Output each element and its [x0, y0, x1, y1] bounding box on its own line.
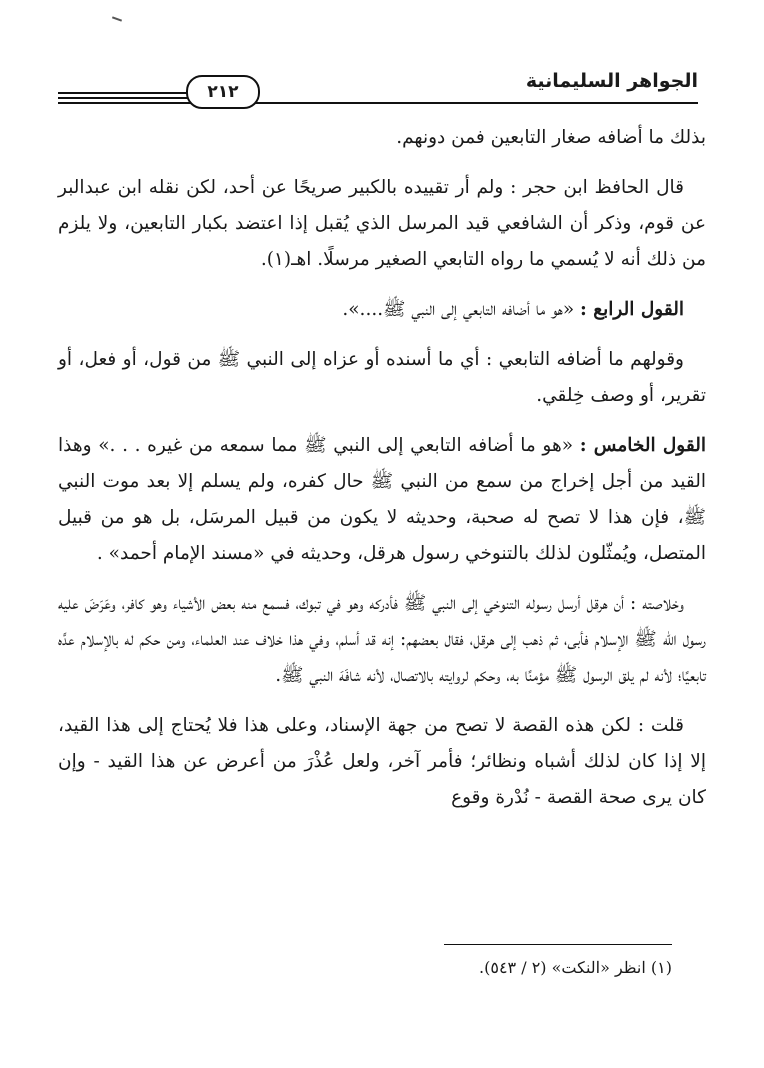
- main-text: [58, 120, 706, 830]
- paragraph-label: القول الرابع :: [580, 299, 684, 320]
- paragraph-7: قلت : لكن هذه القصة لا تصح من جهة الإسناد، وعلى هذا فلا يُحتاج إلى هذا القيد، إلا إذا كان لذلك أشباه ونظائر؛ فأمر آخر، ولعل عُذْرَ من أعرض عن هذا القيد - وإن كان يرى صحة القصة - نُدْرة وقوع: [58, 715, 706, 808]
- paragraph-label: القول الخامس :: [579, 435, 706, 456]
- header-rule-double-top: [58, 92, 188, 94]
- footnote-separator: [444, 944, 672, 945]
- header-rule: [58, 102, 698, 104]
- paragraph-6: وخلاصته : أن هرقل أرسل رسوله التنوخي إلى النبي ﷺ فأدركه وهو في تبوك، فسمع منه بعض الأشياء وهو كافر، وعَرَضَ عليه رسول الله ﷺ الإسلام فأبى، ثم ذهب إلى هرقل، فقال بعضهم: إنه قد أسلم، وفي هذا خلاف عند العلماء، ومن حكم له بالإسلام عدَّه تابعيًا؛ لأنه لم يلق الرسول ﷺ مؤمنًا به، وحكم لروايته بالاتصال، لأنه شافَهَ النبي ﷺ.: [58, 593, 706, 686]
- paragraph-1: بذلك ما أضافه صغار التابعين فمن دونهم.: [396, 127, 706, 148]
- header-rule-double-bottom: [58, 97, 188, 99]
- paragraph-text: «هو ما أضافه التابعي إلى النبي ﷺ....».: [342, 299, 581, 320]
- page-number: ٢١٢: [186, 75, 260, 109]
- paragraph-4: وقولهم ما أضافه التابعي : أي ما أسنده أو عزاه إلى النبي ﷺ من قول، أو فعل، أو تقرير، أو وصف خِلقي.: [58, 349, 706, 406]
- paragraph-text: «هو ما أضافه التابعي إلى النبي ﷺ مما سمعه من غيره . . .» وهذا القيد من أجل إخراج من سمع من النبي ﷺ حال كفره، ولم يسلم إلا بعد موت النبي ﷺ، فإن هذا لا تصح له صحبة، وحديثه لا يكون من قبيل المرسَل، بل هو من قبيل المتصل، ويُمثّلون لذلك بالتنوخي رسول هرقل، وحديثه في «مسند الإمام أحمد» .: [58, 435, 706, 564]
- page-header: [58, 70, 698, 110]
- footnote: (١) انظر «النكت» (٢ / ٥٤٣).: [479, 958, 672, 977]
- scan-mark: [112, 16, 122, 21]
- paragraph-3: [58, 292, 706, 328]
- paragraph-5: [58, 428, 706, 572]
- paragraph-2: قال الحافظ ابن حجر : ولم أر تقييده بالكبير صريحًا عن أحد، لكن نقله ابن عبدالبر عن قوم، وذكر أن الشافعي قيد المرسل الذي يُقبل إذا اعتضد بكبار التابعين، ولا يلزم من ذلك أنه لا يُسمي ما رواه التابعي الصغير مرسلًا. اهـ(١).: [58, 177, 706, 270]
- book-title: الجواهر السليمانية: [525, 70, 698, 92]
